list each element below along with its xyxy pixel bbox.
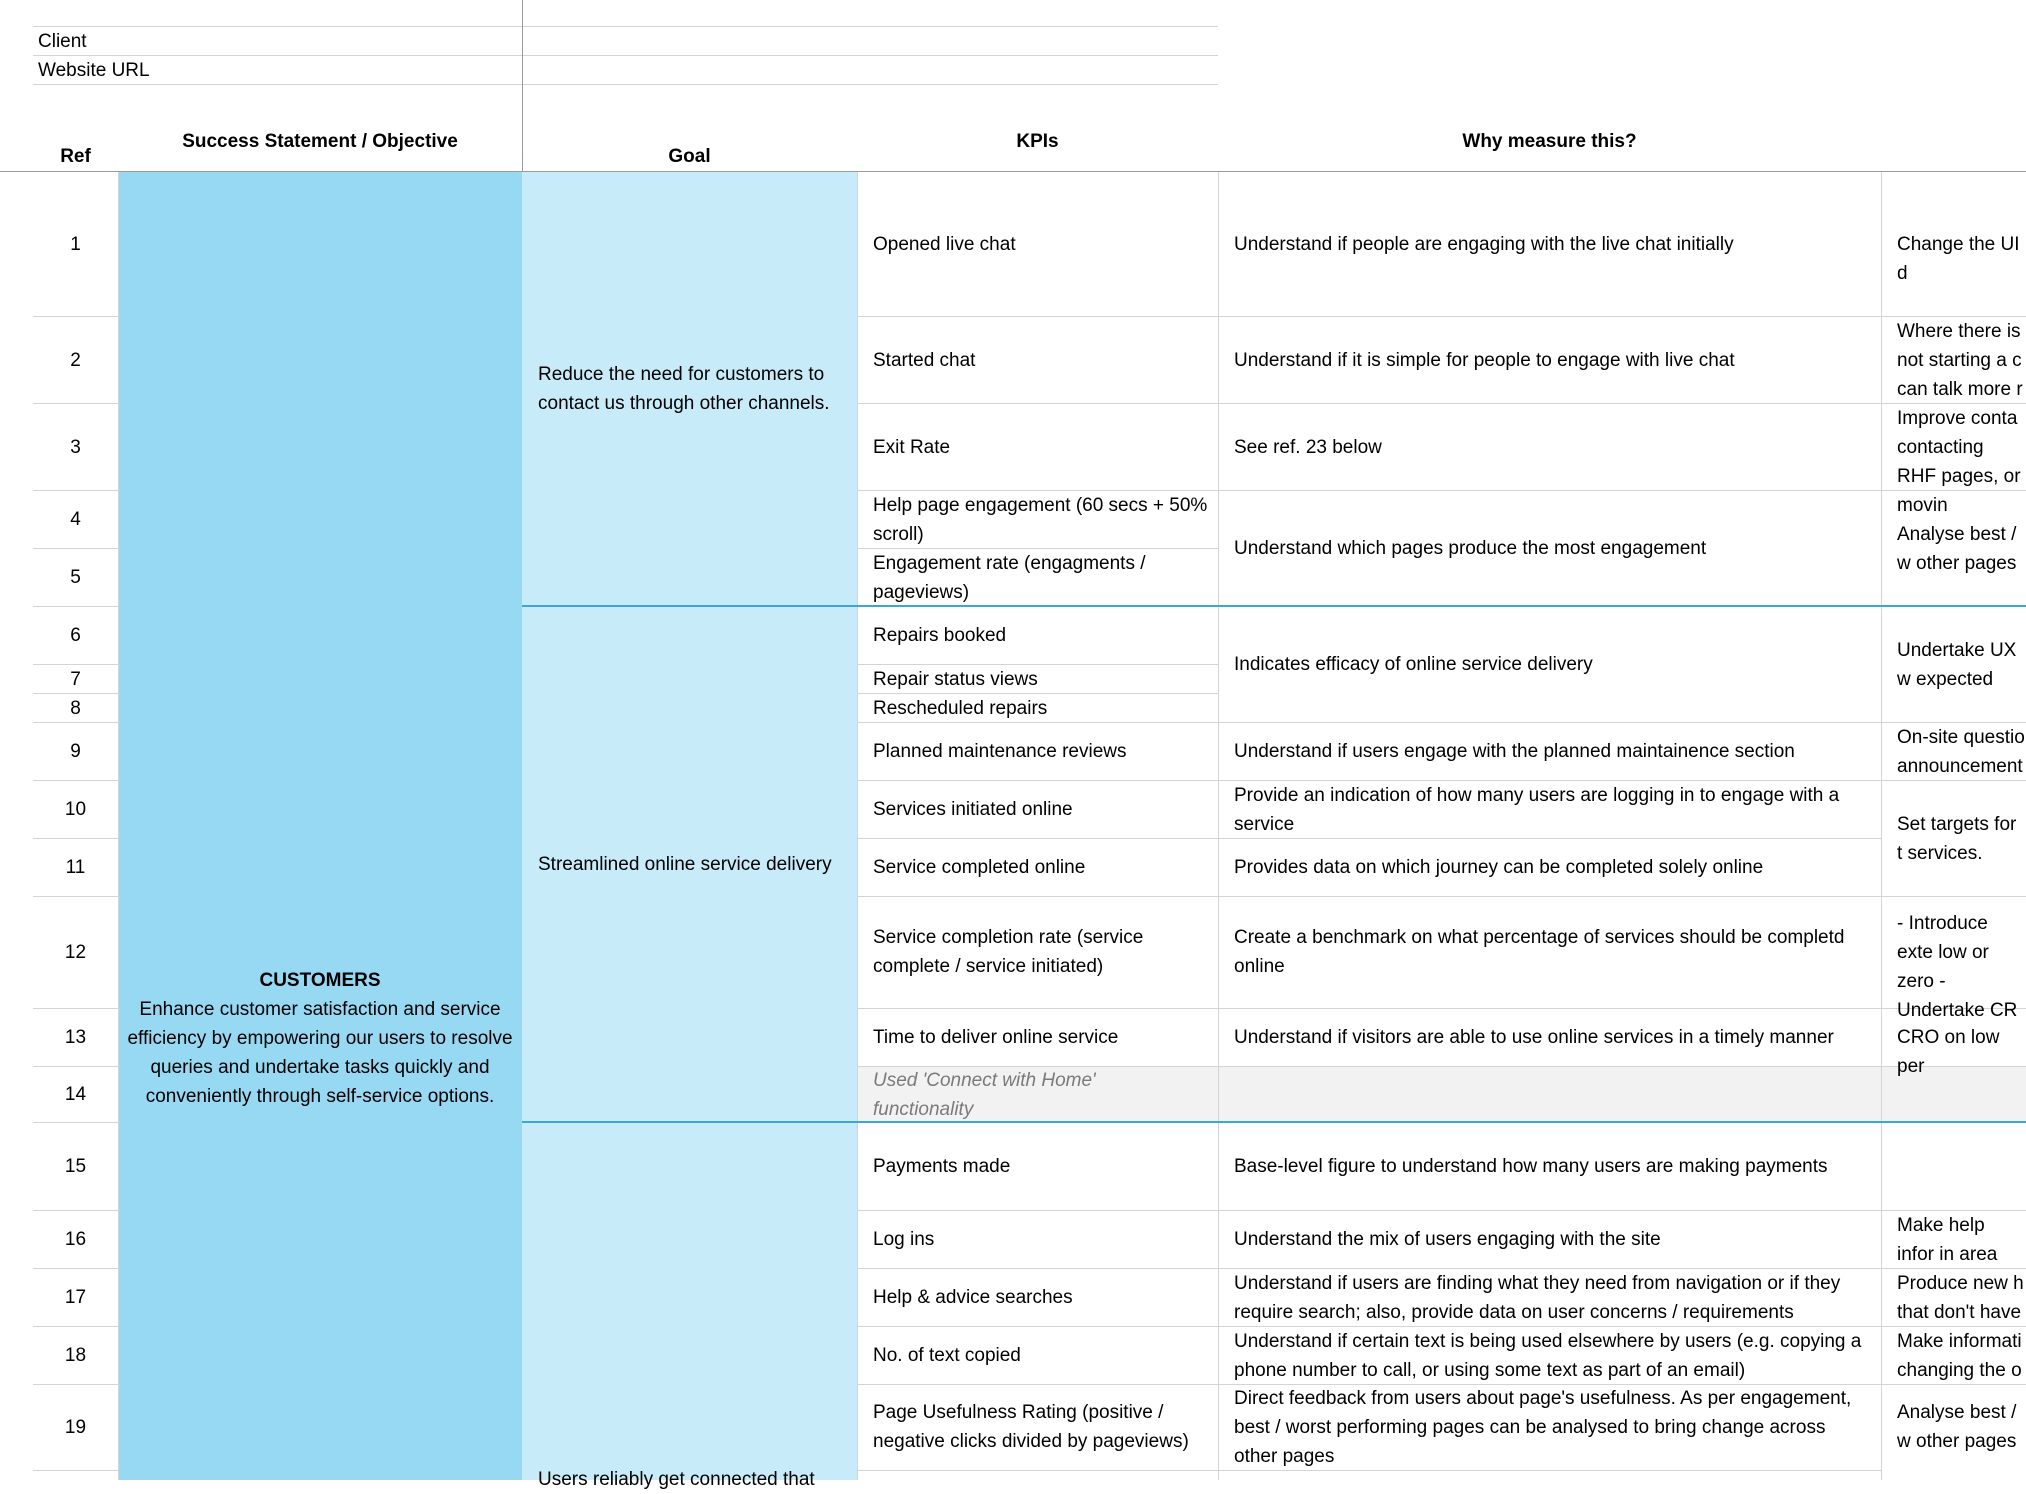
why-cell[interactable]: Direct feedback from users about page's usefulness. As per engagement, best / worst performing pages can be analysed to bring change across other pages <box>1234 1388 1852 1467</box>
action-cell[interactable]: CRO on low per <box>1897 1027 2000 1077</box>
client-value-cell[interactable] <box>522 28 1217 55</box>
goal-text-1: Reduce the need for customers to contact us through other channels. <box>538 364 830 414</box>
objective-body: Enhance customer satisfaction and service efficiency by empowering our users to resolve queries and undertake tasks quickly and conveniently through self-service options. <box>127 999 513 1107</box>
kpi-cell[interactable]: Repair status views <box>873 669 1038 690</box>
action-cell[interactable]: - Introduce exte low or zero - Undertake CR <box>1897 913 2018 1021</box>
kpi-cell[interactable]: Log ins <box>873 1229 935 1250</box>
kpi-cell[interactable]: Opened live chat <box>873 234 1016 255</box>
ref-cell: 9 <box>70 741 81 762</box>
ref-cell: 7 <box>70 669 81 690</box>
kpi-cell[interactable]: Service completion rate (service complete / service initiated) <box>873 927 1144 977</box>
ref-cell: 13 <box>64 1027 87 1048</box>
ref-cell: 4 <box>70 509 81 530</box>
website-url-value-cell[interactable] <box>522 57 1217 84</box>
ref-cell: 19 <box>64 1417 87 1438</box>
ref-cell: 15 <box>64 1156 87 1177</box>
action-cell[interactable]: Set targets for t services. <box>1897 814 2017 864</box>
ref-cell: 11 <box>65 857 86 878</box>
goal-separator-2 <box>522 1121 2026 1123</box>
ref-cell: 14 <box>64 1084 87 1105</box>
why-cell[interactable]: Understand which pages produce the most engagement <box>1234 538 1707 559</box>
objective-cell[interactable] <box>118 172 522 1480</box>
why-cell[interactable]: Understand if it is simple for people to engage with live chat <box>1234 350 1735 371</box>
kpi-cell[interactable]: Engagement rate (engagments / pageviews) <box>873 553 1146 603</box>
why-cell[interactable]: Understand if visitors are able to use online services in a timely manner <box>1234 1027 1834 1048</box>
why-cell[interactable]: Understand if users are finding what they need from navigation or if they require search; also, provide data on user concerns / requirements <box>1234 1273 1841 1323</box>
action-cell[interactable]: On-site questio announcement <box>1897 727 2025 777</box>
ref-cell: 5 <box>70 567 81 588</box>
kpi-cell[interactable]: Time to deliver online service <box>873 1027 1119 1048</box>
goal-separator-1 <box>522 605 2026 607</box>
ref-cell: 6 <box>70 625 81 646</box>
why-cell[interactable]: Understand the mix of users engaging with the site <box>1234 1229 1661 1250</box>
header-why: Why measure this? <box>1462 131 1637 152</box>
kpi-cell[interactable]: Rescheduled repairs <box>873 698 1048 719</box>
ref-cell: 12 <box>64 942 87 963</box>
action-cell[interactable]: Analyse best / w other pages <box>1897 524 2017 574</box>
why-cell[interactable]: Indicates efficacy of online service delivery <box>1234 654 1593 675</box>
ref-cell: 8 <box>70 698 81 719</box>
action-cell[interactable]: Analyse best / w other pages <box>1897 1402 2017 1452</box>
header-goal: Goal <box>668 146 711 167</box>
kpi-cell[interactable]: Started chat <box>873 350 976 371</box>
kpi-cell[interactable]: Service completed online <box>873 857 1086 878</box>
header-ref: Ref <box>60 146 91 167</box>
action-cell[interactable]: Make informati changing the o <box>1897 1331 2022 1381</box>
action-cell[interactable]: Improve conta contacting RHF pages, or movin <box>1897 408 2021 516</box>
kpi-cell[interactable]: Help & advice searches <box>873 1287 1073 1308</box>
objective-title: CUSTOMERS <box>259 970 381 991</box>
kpi-cell[interactable]: Help page engagement (60 secs + 50% scroll) <box>873 495 1208 545</box>
action-cell[interactable]: Where there is not starting a c can talk more r <box>1897 321 2023 400</box>
ref-cell: 2 <box>70 350 81 371</box>
action-cell[interactable]: Undertake UX w expected <box>1897 640 2017 690</box>
action-cell[interactable]: Produce new h that don't have <box>1897 1273 2024 1323</box>
ref-cell: 17 <box>64 1287 87 1308</box>
why-cell[interactable]: Understand if users engage with the planned maintainence section <box>1234 741 1795 762</box>
kpi-cell[interactable]: Page Usefulness Rating (positive / negative clicks divided by pageviews) <box>873 1402 1189 1452</box>
ref-cell: 10 <box>64 799 87 820</box>
kpi-cell[interactable]: Exit Rate <box>873 437 951 458</box>
kpi-cell[interactable]: Services initiated online <box>873 799 1073 820</box>
why-cell[interactable]: Create a benchmark on what percentage of services should be completd online <box>1234 927 1845 977</box>
ref-cell: 1 <box>70 234 81 255</box>
action-cell[interactable]: Make help infor in area <box>1897 1215 1998 1265</box>
client-label: Client <box>38 31 87 52</box>
header-kpis: KPIs <box>1016 131 1059 152</box>
why-cell[interactable]: Understand if certain text is being used elsewhere by users (e.g. copying a phone number to call, or using some text as part of an email) <box>1234 1331 1862 1381</box>
ref-cell: 3 <box>70 437 81 458</box>
why-cell[interactable]: Base-level figure to understand how many users are making payments <box>1234 1156 1828 1177</box>
why-cell[interactable]: Understand if people are engaging with the live chat initially <box>1234 234 1734 255</box>
kpi-cell[interactable]: Planned maintenance reviews <box>873 741 1127 762</box>
kpi-cell[interactable]: Repairs booked <box>873 625 1007 646</box>
kpi-cell-muted[interactable]: Used 'Connect with Home' functionality <box>873 1070 1096 1120</box>
why-cell[interactable]: Provides data on which journey can be completed solely online <box>1234 857 1764 878</box>
website-url-label: Website URL <box>38 60 150 81</box>
why-cell[interactable]: See ref. 23 below <box>1234 437 1382 458</box>
goal-text-3: Users reliably get connected that <box>538 1469 815 1490</box>
ref-cell: 16 <box>64 1229 87 1250</box>
why-cell[interactable]: Provide an indication of how many users are logging in to engage with a service <box>1234 785 1840 835</box>
goal-text-2: Streamlined online service delivery <box>538 854 832 875</box>
header-objective: Success Statement / Objective <box>182 131 458 152</box>
kpi-cell[interactable]: Payments made <box>873 1156 1011 1177</box>
action-cell[interactable]: Change the UI d <box>1897 234 2020 284</box>
kpi-cell[interactable]: No. of text copied <box>873 1345 1021 1366</box>
ref-cell: 18 <box>64 1345 87 1366</box>
goal-cell-3[interactable] <box>522 1122 857 1480</box>
